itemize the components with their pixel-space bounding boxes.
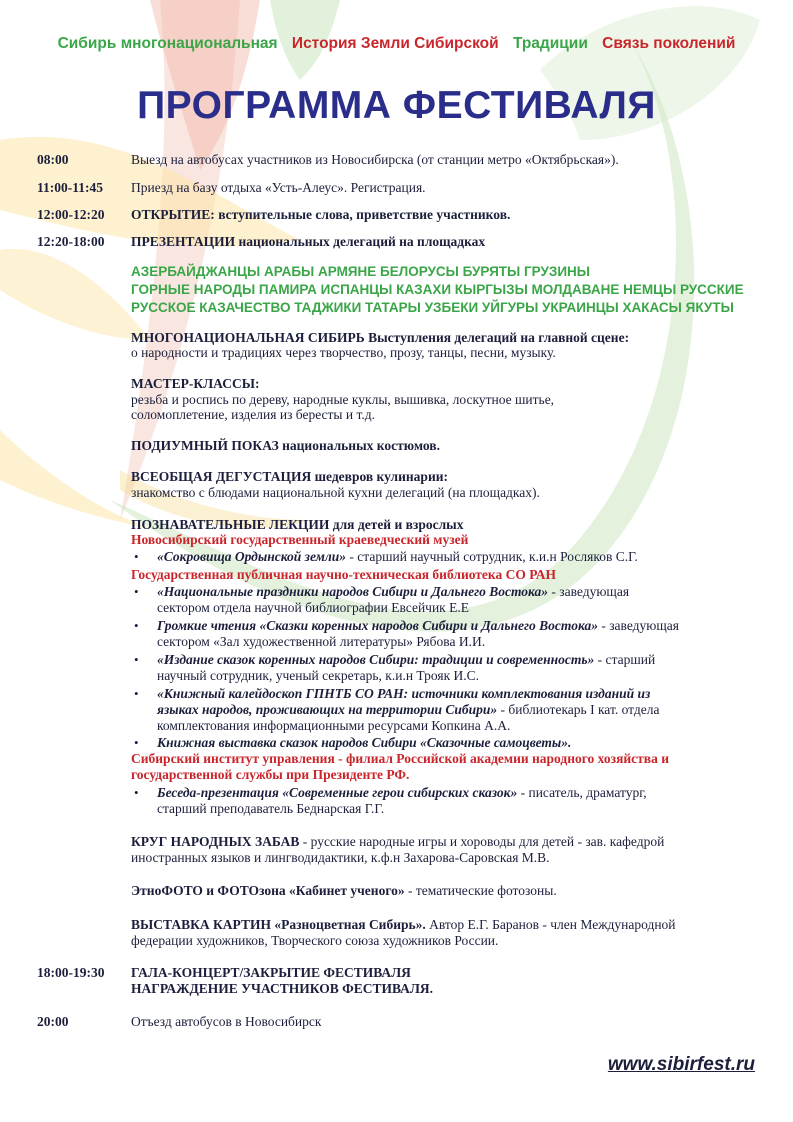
- expo-heading: ВЫСТАВКА КАРТИН «Разноцветная Сибирь».: [131, 917, 426, 932]
- lecture-item-5-line-2: [157, 702, 659, 718]
- taste-heading-rest: шедевров кулинарии:: [311, 469, 448, 484]
- lecture-4-title: «Издание сказок коренных народов Сибири: традиции и современность»: [157, 652, 595, 667]
- lecture-2-speaker: сектором отдела научной библиографии Евсейчик Е.Е: [157, 600, 469, 615]
- multi-heading-rest: Выступления делегаций на главной сцене:: [364, 330, 630, 345]
- multi-text: о народности и традициях через творчество, прозу, танцы, песни, музыку.: [131, 345, 556, 360]
- lecture-3-title: Громкие чтения «Сказки коренных народов Сибири и Дальнего Востока»: [157, 618, 598, 633]
- photo-heading: ЭтноФОТО и ФОТОзона «Кабинет ученого»: [131, 883, 405, 898]
- multi-heading: МНОГОНАЦИОНАЛЬНАЯ СИБИРЬ: [131, 330, 365, 345]
- lectures-heading-line: [131, 517, 463, 533]
- lecture-5-title: «Книжный калейдоскоп ГПНТБ СО РАН: источники комплектования изданий из: [157, 686, 651, 701]
- lecture-2-title: «Национальные праздники народов Сибири и Дальнего Востока»: [157, 584, 549, 599]
- gala-line-1: ГАЛА-КОНЦЕРТ/ЗАКРЫТИЕ ФЕСТИВАЛЯ: [131, 965, 411, 980]
- lectures-heading-rest: для детей и взрослых: [329, 517, 464, 532]
- presentations-heading: ПРЕЗЕНТАЦИИ: [131, 234, 236, 249]
- lecture-1-title: «Сокровища Ордынской земли»: [157, 549, 347, 564]
- lecture-3-speaker: сектором «Зал художественной литературы» Рябова И.И.: [157, 634, 486, 649]
- lectures-heading: ПОЗНАВАТЕЛЬНЫЕ ЛЕКЦИИ: [131, 517, 330, 532]
- multi-heading-line: [131, 330, 629, 346]
- lecture-item-3: [157, 618, 679, 634]
- games-text: - русские народные игры и хороводы для детей - зав. кафедрой: [299, 834, 665, 849]
- expo-line-1: [131, 917, 676, 933]
- podium-line: [131, 438, 440, 454]
- taste-heading: ВСЕОБЩАЯ ДЕГУСТАЦИЯ: [131, 469, 312, 484]
- book-exhibition: Книжная выставка сказок народов Сибири «Сказочные самоцветы».: [157, 735, 572, 750]
- time-1200: 12:00-12:20: [37, 207, 105, 222]
- time-1800: 18:00-19:30: [37, 965, 105, 980]
- lecture-5-speaker: комплектования информационными ресурсами Копкина А.А.: [157, 718, 511, 733]
- peoples-line-1: АЗЕРБАЙДЖАНЦЫ АРАБЫ АРМЯНЕ БЕЛОРУСЫ БУРЯТЫ ГРУЗИНЫ: [131, 264, 590, 279]
- peoples-line-2: ГОРНЫЕ НАРОДЫ ПАМИРА ИСПАНЦЫ КАЗАХИ КЫРГЫЗЫ МОЛДАВАНЕ НЕМЦЫ РУССКИЕ: [131, 282, 744, 297]
- games-line-1: [131, 834, 664, 850]
- org-museum: Новосибирский государственный краеведческий музей: [131, 532, 469, 547]
- lecture-7-speaker: старший преподаватель Беднарская Г.Г.: [157, 801, 385, 816]
- games-heading: КРУГ НАРОДНЫХ ЗАБАВ: [131, 834, 300, 849]
- page-title: ПРОГРАММА ФЕСТИВАЛЯ: [137, 84, 656, 127]
- lecture-item-4: [157, 652, 655, 668]
- lecture-item-2: [157, 584, 629, 600]
- master-text-1: резьба и роспись по дереву, народные куклы, вышивка, лоскутное шитье,: [131, 392, 555, 407]
- taste-text: знакомство с блюдами национальной кухни делегаций (на площадках).: [131, 485, 540, 500]
- website-link[interactable]: www.sibirfest.ru: [607, 1054, 755, 1075]
- lecture-4-role: - старший: [594, 652, 656, 667]
- org-ranepa-line-1: Сибирский институт управления - филиал Российской академии народного хозяйства и: [131, 751, 669, 766]
- master-heading: МАСТЕР-КЛАССЫ:: [131, 376, 260, 391]
- lecture-5-title-cont: языках народов, проживающих на территории Сибири»: [157, 702, 498, 717]
- bullet: •: [134, 618, 139, 633]
- games-line-2: иностранных языков и лингводидактики, к.ф.н Захарова-Саровская М.В.: [131, 850, 550, 865]
- time-1100: 11:00-11:45: [37, 180, 103, 195]
- lecture-5-role: - библиотекарь I кат. отдела: [497, 702, 660, 717]
- lecture-4-speaker: научный сотрудник, ученый секретарь, к.и.н Трояк И.С.: [157, 668, 480, 683]
- opening-text: вступительные слова, приветствие участников.: [214, 207, 511, 222]
- lecture-7-title: Беседа-презентация «Современные герои сибирских сказок»: [157, 785, 518, 800]
- lecture-2-role: - заведующая: [548, 584, 630, 599]
- podium-heading: ПОДИУМНЫЙ ПОКАЗ: [131, 438, 279, 453]
- expo-line-2: федерации художников, Творческого союза художников России.: [131, 933, 499, 948]
- time-1220: 12:20-18:00: [37, 234, 105, 249]
- presentations-text: национальных делегаций на площадках: [235, 234, 486, 249]
- bullet: •: [134, 735, 139, 750]
- taste-heading-line: [131, 469, 448, 485]
- expo-text: Автор Е.Г. Баранов - член Международной: [425, 917, 676, 932]
- lecture-3-role: - заведующая: [597, 618, 679, 633]
- theme-generations: Связь поколений: [602, 35, 736, 52]
- lecture-7-role: - писатель, драматург,: [517, 785, 647, 800]
- bullet: •: [134, 686, 139, 701]
- schedule-text-1100: Приезд на базу отдыха «Усть-Алеус». Регистрация.: [131, 180, 426, 195]
- theme-multinational: Сибирь многонациональная: [57, 35, 278, 52]
- master-text-2: соломоплетение, изделия из бересты и т.д.: [131, 407, 375, 422]
- org-ranepa-line-2: государственной службы при Президенте РФ.: [131, 767, 410, 782]
- lecture-1-speaker: - старший научный сотрудник, к.и.н Росляков С.Г.: [346, 549, 638, 564]
- bullet: •: [134, 785, 139, 800]
- departure-text: Отъезд автобусов в Новосибирск: [131, 1014, 322, 1029]
- theme-strip: [0, 35, 793, 53]
- lecture-item-1: [157, 549, 638, 565]
- opening-heading: ОТКРЫТИЕ:: [131, 207, 215, 222]
- gala-line-2: НАГРАЖДЕНИЕ УЧАСТНИКОВ ФЕСТИВАЛЯ.: [131, 981, 434, 996]
- lecture-item-7: [157, 785, 647, 801]
- org-library: Государственная публичная научно-техническая библиотека СО РАН: [131, 567, 557, 582]
- schedule-text-1220: [131, 234, 485, 250]
- time-0800: 08:00: [37, 152, 69, 167]
- bullet: •: [134, 584, 139, 599]
- bullet: •: [134, 652, 139, 667]
- bullet: •: [134, 549, 139, 564]
- schedule-text-1200: [131, 207, 510, 223]
- peoples-line-3: РУССКОЕ КАЗАЧЕСТВО ТАДЖИКИ ТАТАРЫ УЗБЕКИ УЙГУРЫ УКРАИНЦЫ ХАКАСЫ ЯКУТЫ: [131, 300, 734, 315]
- schedule-text-0800: Выезд на автобусах участников из Новосибирска (от станции метро «Октябрьская»).: [131, 152, 619, 167]
- podium-heading-rest: национальных костюмов.: [278, 438, 440, 453]
- theme-history: История Земли Сибирской: [291, 35, 499, 52]
- time-2000: 20:00: [37, 1014, 69, 1029]
- photo-text: - тематические фотозоны.: [404, 883, 557, 898]
- photo-line: [131, 883, 557, 899]
- theme-traditions: Традиции: [512, 35, 588, 52]
